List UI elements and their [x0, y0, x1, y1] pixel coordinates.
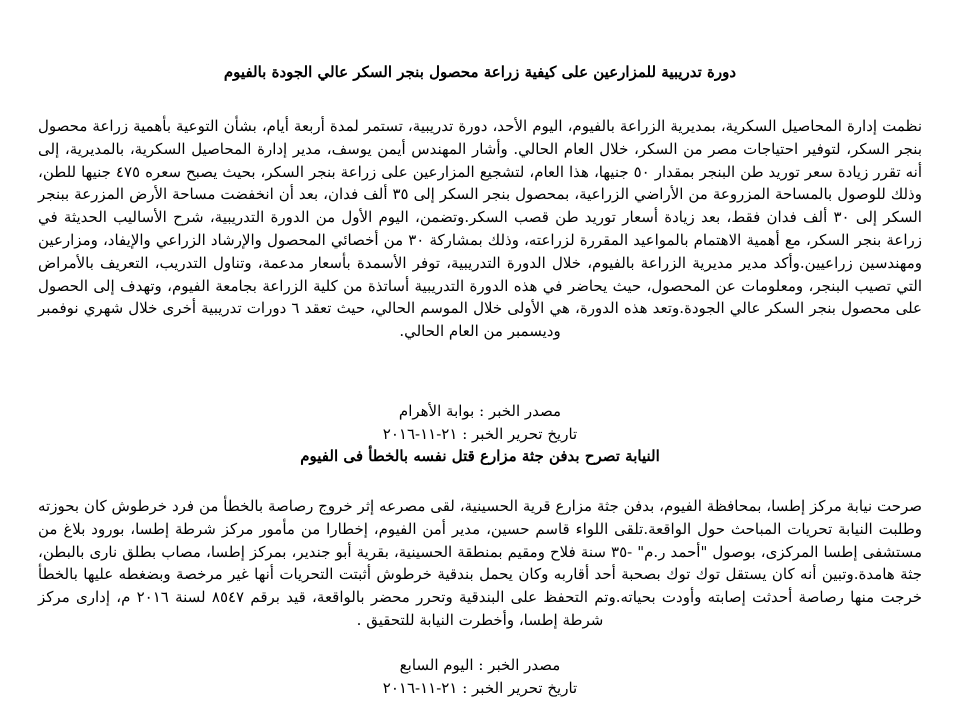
- article-body: صرحت نيابة مركز إطسا، بمحافظة الفيوم، بدفن جثة مزارع قرية الحسينية، لقى مصرعه إثر خروج رصاصة بالخطأ من فرد خرطوش كان بحوزته وطلبت النيابة تحريات المباحث حول الواقعة.تلقى اللواء قاسم حسين، مدير أمن الفيوم، إخطارا من مأمور مركز شرطة إطسا، بورود بلاغ من مستشفى إطسا المركزى، بوصول "أحمد ر.م" -٣٥ سنة فلاح ومقيم بمنطقة الحسينية، بقرية أبو جندير، بمركز إطسا، مصاب بطلق نارى بالبطن، جثة هامدة.وتبين أنه كان يستقل توك توك بصحبة أحد أقاربه وكان يحمل بندقية خرطوش أثبتت التحريات أنها غير مرخصة وبضغطه عليها بالخطأ خرجت منها رصاصة أحدثت إصابته وأودت بحياته.وتم التحفظ على البندقية وتحرر محضر بالواقعة، قيد برقم ٨٥٤٧ لسنة ٢٠١٦ م، إدارى مركز شرطة إطسا، وأخطرت النيابة للتحقيق .: [38, 497, 922, 629]
- article-title: دورة تدريبية للمزارعين على كيفية زراعة محصول بنجر السكر عالي الجودة بالفيوم: [223, 63, 737, 81]
- article-date: تاريخ تحرير الخبر : ٢١-١١-٢٠١٦: [382, 679, 578, 697]
- article-title: النيابة تصرح بدفن جثة مزارع قتل نفسه بالخطأ فى الفيوم: [300, 447, 660, 465]
- article-source: مصدر الخبر : اليوم السابع: [399, 656, 561, 674]
- article-date: تاريخ تحرير الخبر : ٢١-١١-٢٠١٦: [382, 425, 578, 443]
- article-source: مصدر الخبر : بوابة الأهرام: [398, 402, 562, 420]
- article-body: نظمت إدارة المحاصيل السكرية، بمديرية الزراعة بالفيوم، اليوم الأحد، دورة تدريبية، تستمر لمدة أربعة أيام، بشأن التوعية بأهمية زراعة محصول بنجر السكر، لتوفير احتياجات مصر من السكر، خلال العام الحالي. وأشار المهندس أيمن يوسف، مدير إدارة المحاصيل السكرية، بالمديرية، إلى أنه تقرر زيادة سعر توريد طن البنجر بمقدار ٥٠ جنيها، هذا العام، لتشجيع المزارعين على زراعة بنجر السكر، بحيث يصبح سعره ٤٧٥ جنيها للطن، وذلك للوصول بالمساحة المزروعة من الأراضي الزراعية، بمحصول بنجر السكر إلى ٣٥ ألف فدان، بعد أن انخفضت مساحة الأرض المزرعة ببنجر السكر إلى ٣٠ ألف فدان فقط، بعد زيادة أسعار توريد طن قصب السكر.وتضمن، اليوم الأول من الدورة التدريبية، شرح الأساليب الحديثة في زراعة بنجر السكر، مع أهمية الاهتمام بالمواعيد المقررة لزراعته، وذلك بمشاركة ٣٠ من أخصائي المحصول والإرشاد الزراعي والإيفاد، ومزارعين ومهندسين زراعيين.وأكد مدير مديرية الزراعة بالفيوم، خلال الدورة التدريبية، توفر الأسمدة بأسعار مدعمة، وتناول التدريب، التعريف بالأمراض التي تصيب البنجر، ومعلومات عن المحصول، حيث يحاضر في هذه الدورة التدريبية أساتذة من كلية الزراعة بجامعة الفيوم، وتهدف إلى الحصول على محصول بنجر السكر عالي الجودة.وتعد هذه الدورة، هي الأولى خلال الموسم الحالي، حيث تعقد ٦ دورات تدريبية أخرى خلال شهري نوفمبر وديسمبر من العام الحالي.: [38, 117, 922, 341]
